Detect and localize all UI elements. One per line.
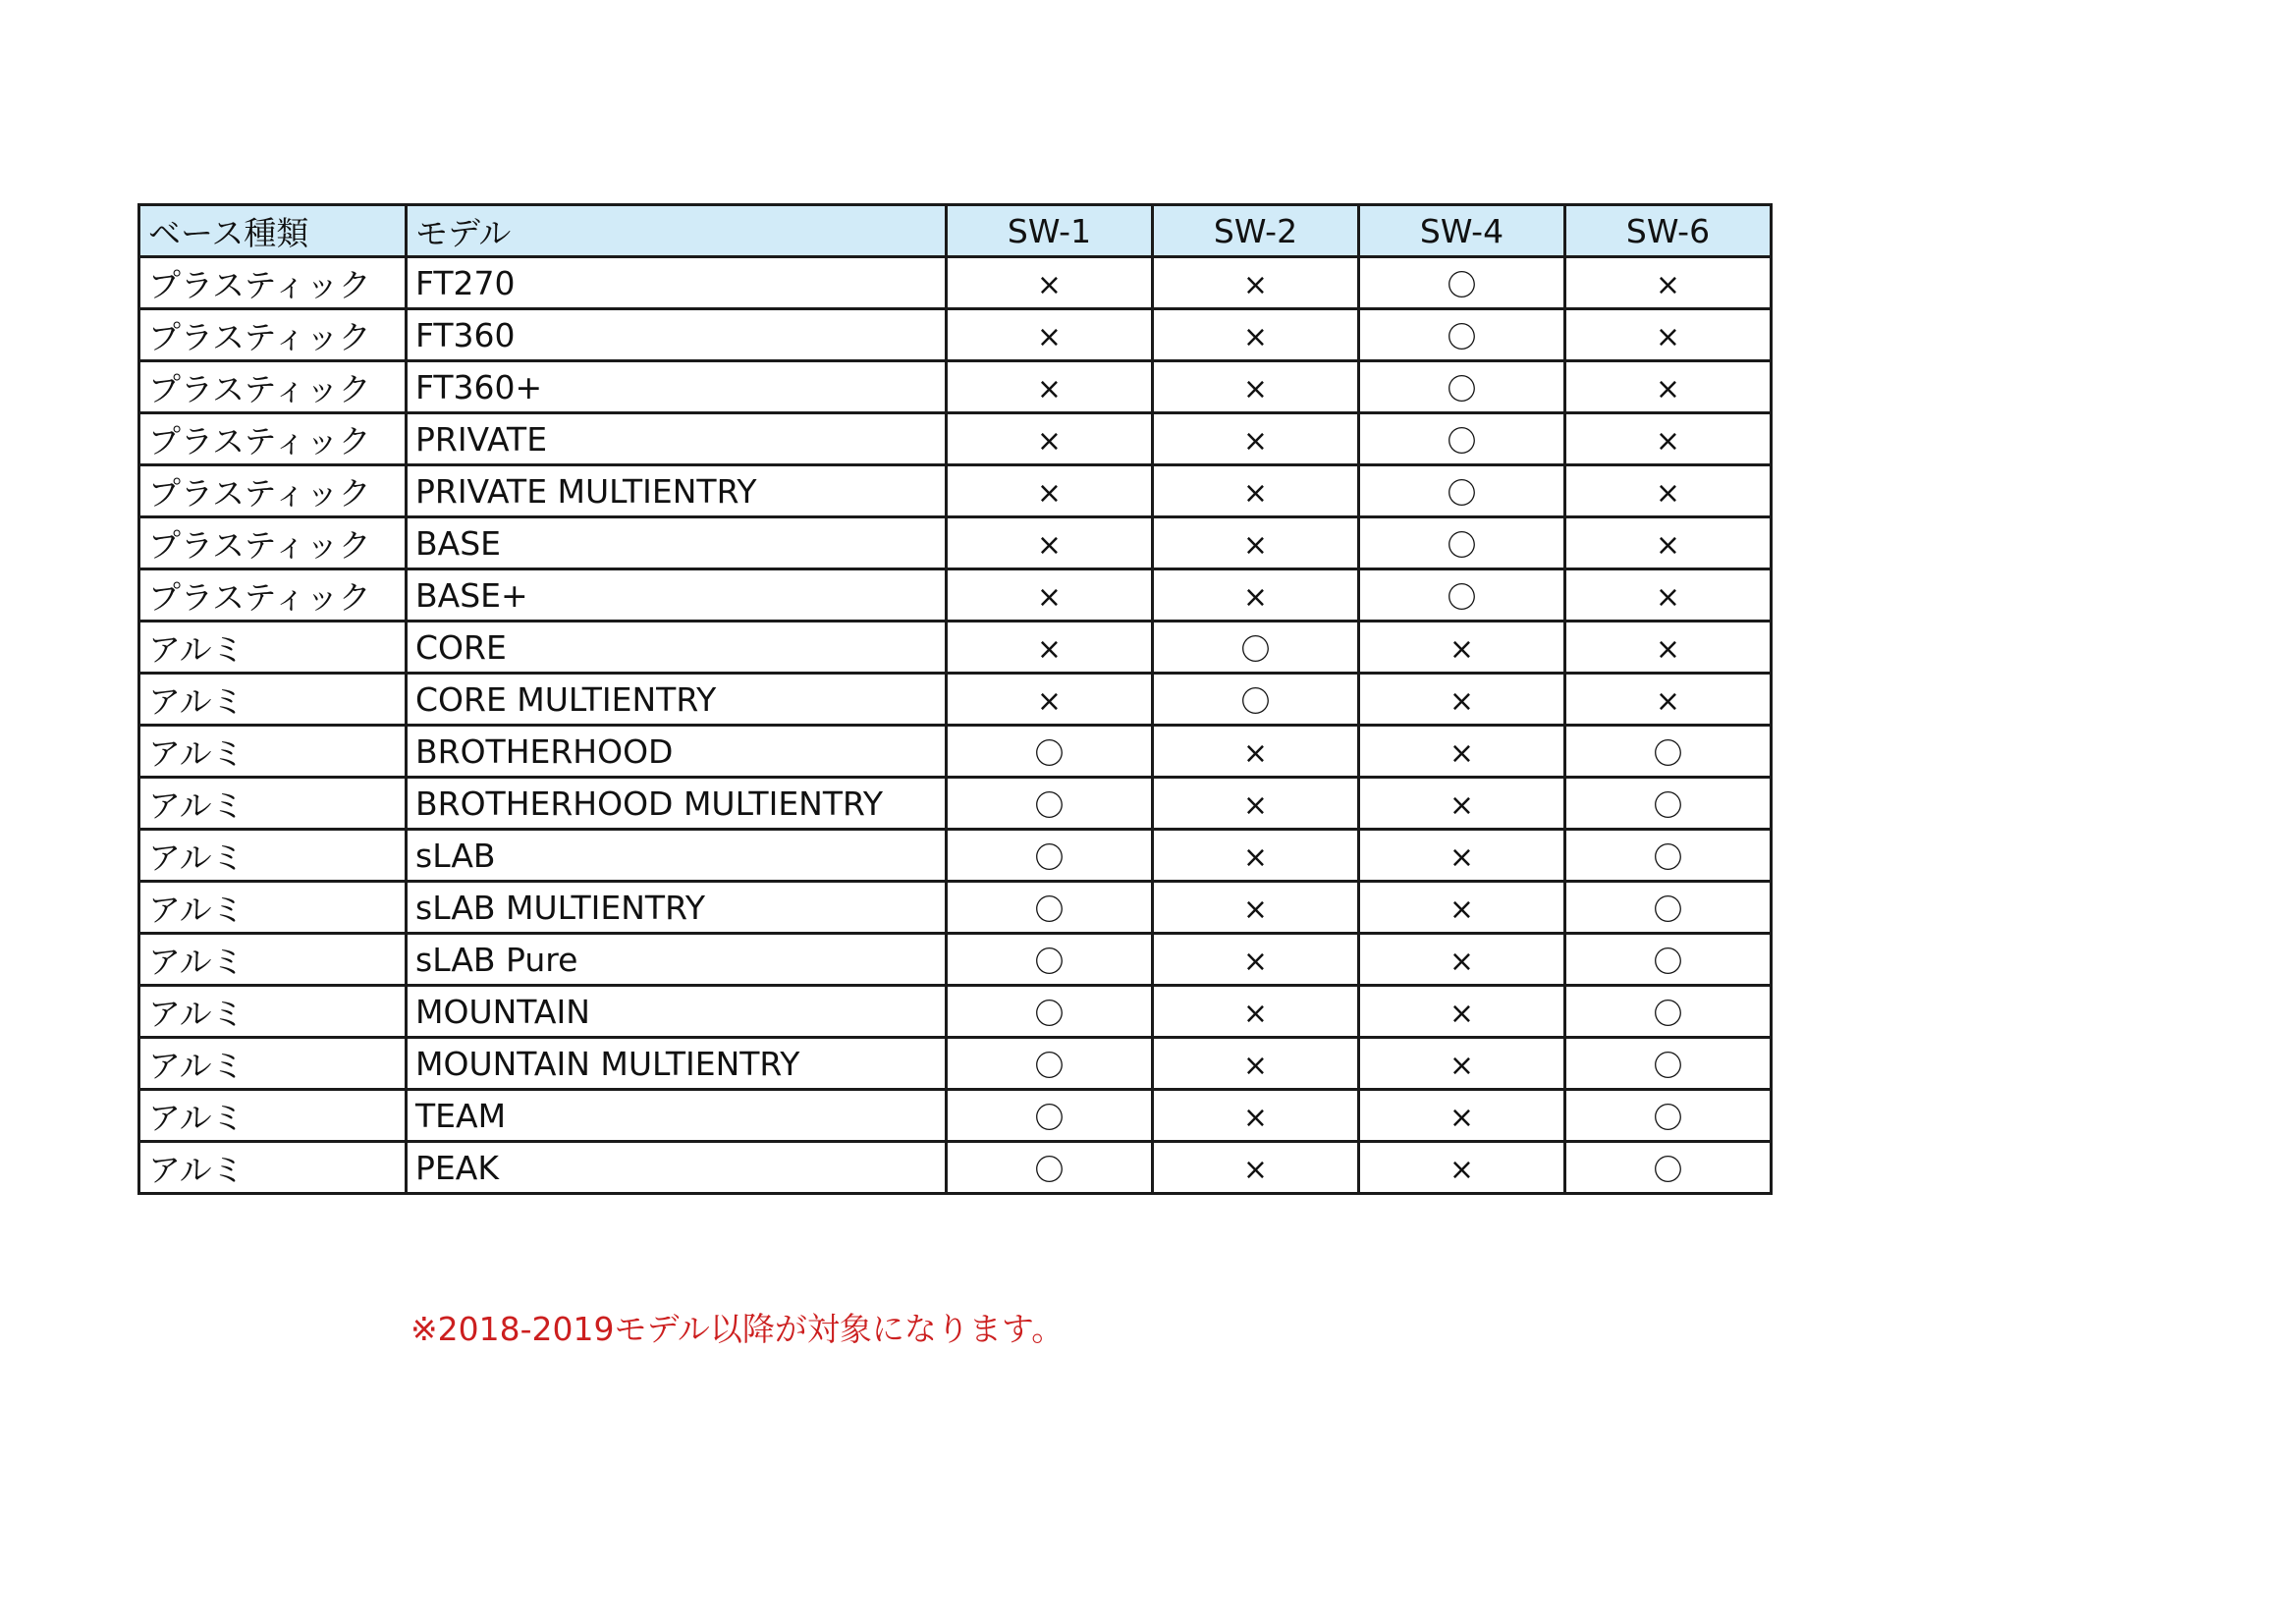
incompatible-mark: × — [1449, 631, 1475, 667]
table-row — [139, 882, 1772, 934]
cell-base-type: プラスティック — [139, 413, 407, 465]
compatible-mark: 〇 — [1653, 946, 1683, 980]
compatible-mark: 〇 — [1034, 737, 1065, 772]
cell-sw-6 — [1565, 622, 1772, 674]
cell-sw-1 — [947, 986, 1153, 1038]
table-row — [139, 1090, 1772, 1142]
cell-model: CORE MULTIENTRY — [407, 674, 947, 726]
cell-sw-2 — [1153, 569, 1359, 622]
cell-sw-1 — [947, 465, 1153, 517]
cell-sw-2 — [1153, 986, 1359, 1038]
cell-sw-6 — [1565, 1142, 1772, 1194]
cell-sw-1 — [947, 309, 1153, 361]
cell-model: MOUNTAIN — [407, 986, 947, 1038]
compatible-mark: 〇 — [1447, 269, 1477, 303]
compatible-mark: 〇 — [1034, 841, 1065, 876]
compatible-mark: 〇 — [1034, 998, 1065, 1032]
incompatible-mark: × — [1242, 475, 1269, 511]
cell-base-type: アルミ — [139, 934, 407, 986]
footnote: ※2018-2019モデル以降が対象になります。 — [410, 1310, 1065, 1348]
cell-model: BASE+ — [407, 569, 947, 622]
cell-sw-1 — [947, 934, 1153, 986]
incompatible-mark: × — [1449, 944, 1475, 979]
cell-sw-4 — [1359, 1090, 1565, 1142]
incompatible-mark: × — [1242, 319, 1269, 354]
compatible-mark: 〇 — [1653, 998, 1683, 1032]
cell-model: TEAM — [407, 1090, 947, 1142]
cell-sw-2 — [1153, 830, 1359, 882]
cell-sw-6 — [1565, 986, 1772, 1038]
table-row — [139, 778, 1772, 830]
incompatible-mark: × — [1242, 944, 1269, 979]
cell-base-type: アルミ — [139, 1038, 407, 1090]
incompatible-mark: × — [1449, 839, 1475, 875]
cell-sw-4 — [1359, 257, 1565, 309]
compatible-mark: 〇 — [1447, 373, 1477, 407]
cell-base-type: アルミ — [139, 622, 407, 674]
table-row — [139, 934, 1772, 986]
header-sw-1: SW-1 — [947, 205, 1153, 257]
incompatible-mark: × — [1449, 1152, 1475, 1187]
cell-sw-6 — [1565, 1038, 1772, 1090]
cell-base-type: プラスティック — [139, 361, 407, 413]
table-row — [139, 361, 1772, 413]
cell-model: FT360+ — [407, 361, 947, 413]
cell-sw-6 — [1565, 257, 1772, 309]
table-row — [139, 257, 1772, 309]
table-row — [139, 1142, 1772, 1194]
cell-sw-2 — [1153, 726, 1359, 778]
cell-sw-4 — [1359, 309, 1565, 361]
cell-sw-6 — [1565, 361, 1772, 413]
cell-sw-2 — [1153, 413, 1359, 465]
table-row — [139, 1038, 1772, 1090]
cell-sw-2 — [1153, 934, 1359, 986]
cell-sw-4 — [1359, 1142, 1565, 1194]
table-body — [139, 257, 1772, 1194]
cell-sw-4 — [1359, 1038, 1565, 1090]
cell-base-type: プラスティック — [139, 517, 407, 569]
header-sw-4: SW-4 — [1359, 205, 1565, 257]
cell-base-type: プラスティック — [139, 569, 407, 622]
cell-sw-6 — [1565, 934, 1772, 986]
cell-model: PRIVATE — [407, 413, 947, 465]
cell-sw-4 — [1359, 778, 1565, 830]
incompatible-mark: × — [1036, 475, 1063, 511]
header-sw-6: SW-6 — [1565, 205, 1772, 257]
incompatible-mark: × — [1242, 527, 1269, 563]
cell-model: MOUNTAIN MULTIENTRY — [407, 1038, 947, 1090]
cell-base-type: アルミ — [139, 830, 407, 882]
incompatible-mark: × — [1449, 735, 1475, 771]
compatible-mark: 〇 — [1240, 685, 1271, 720]
cell-sw-1 — [947, 830, 1153, 882]
cell-sw-1 — [947, 778, 1153, 830]
table-row — [139, 830, 1772, 882]
table-row — [139, 674, 1772, 726]
incompatible-mark: × — [1036, 319, 1063, 354]
cell-sw-1 — [947, 257, 1153, 309]
cell-model: PRIVATE MULTIENTRY — [407, 465, 947, 517]
cell-sw-4 — [1359, 882, 1565, 934]
cell-sw-1 — [947, 1090, 1153, 1142]
compatible-mark: 〇 — [1240, 633, 1271, 668]
cell-sw-4 — [1359, 622, 1565, 674]
incompatible-mark: × — [1655, 579, 1681, 615]
table-row — [139, 726, 1772, 778]
compatible-mark: 〇 — [1653, 789, 1683, 824]
cell-model: CORE — [407, 622, 947, 674]
cell-sw-6 — [1565, 465, 1772, 517]
cell-sw-6 — [1565, 882, 1772, 934]
cell-model: FT270 — [407, 257, 947, 309]
incompatible-mark: × — [1655, 475, 1681, 511]
compatible-mark: 〇 — [1447, 529, 1477, 564]
cell-base-type: アルミ — [139, 778, 407, 830]
incompatible-mark: × — [1449, 1100, 1475, 1135]
cell-sw-6 — [1565, 1090, 1772, 1142]
incompatible-mark: × — [1655, 319, 1681, 354]
table-header — [139, 205, 1772, 257]
compatible-mark: 〇 — [1447, 425, 1477, 460]
cell-base-type: アルミ — [139, 674, 407, 726]
incompatible-mark: × — [1242, 267, 1269, 302]
cell-sw-2 — [1153, 778, 1359, 830]
cell-model: sLAB — [407, 830, 947, 882]
incompatible-mark: × — [1449, 892, 1475, 927]
compatible-mark: 〇 — [1447, 581, 1477, 616]
cell-sw-6 — [1565, 778, 1772, 830]
cell-sw-1 — [947, 1142, 1153, 1194]
table-row — [139, 986, 1772, 1038]
incompatible-mark: × — [1655, 631, 1681, 667]
cell-sw-2 — [1153, 257, 1359, 309]
cell-sw-1 — [947, 674, 1153, 726]
cell-sw-2 — [1153, 517, 1359, 569]
compatible-mark: 〇 — [1447, 477, 1477, 512]
incompatible-mark: × — [1242, 892, 1269, 927]
cell-sw-4 — [1359, 986, 1565, 1038]
cell-model: sLAB Pure — [407, 934, 947, 986]
incompatible-mark: × — [1242, 1100, 1269, 1135]
incompatible-mark: × — [1655, 267, 1681, 302]
incompatible-mark: × — [1242, 996, 1269, 1031]
cell-sw-4 — [1359, 413, 1565, 465]
cell-sw-2 — [1153, 465, 1359, 517]
cell-sw-6 — [1565, 413, 1772, 465]
compatible-mark: 〇 — [1034, 1050, 1065, 1084]
cell-base-type: アルミ — [139, 986, 407, 1038]
table-row — [139, 622, 1772, 674]
compatible-mark: 〇 — [1447, 321, 1477, 355]
table-row — [139, 517, 1772, 569]
incompatible-mark: × — [1449, 787, 1475, 823]
incompatible-mark: × — [1242, 735, 1269, 771]
cell-sw-6 — [1565, 726, 1772, 778]
cell-base-type: アルミ — [139, 726, 407, 778]
cell-sw-2 — [1153, 309, 1359, 361]
incompatible-mark: × — [1036, 631, 1063, 667]
incompatible-mark: × — [1242, 1048, 1269, 1083]
cell-sw-2 — [1153, 674, 1359, 726]
cell-model: BROTHERHOOD MULTIENTRY — [407, 778, 947, 830]
cell-sw-6 — [1565, 830, 1772, 882]
incompatible-mark: × — [1242, 787, 1269, 823]
cell-sw-2 — [1153, 361, 1359, 413]
cell-sw-4 — [1359, 569, 1565, 622]
compatible-mark: 〇 — [1653, 737, 1683, 772]
cell-sw-1 — [947, 882, 1153, 934]
cell-sw-1 — [947, 517, 1153, 569]
compatible-mark: 〇 — [1653, 893, 1683, 928]
cell-model: FT360 — [407, 309, 947, 361]
compatible-mark: 〇 — [1034, 946, 1065, 980]
compatible-mark: 〇 — [1034, 789, 1065, 824]
cell-sw-6 — [1565, 309, 1772, 361]
table-row — [139, 413, 1772, 465]
table-row — [139, 309, 1772, 361]
cell-sw-4 — [1359, 465, 1565, 517]
incompatible-mark: × — [1036, 527, 1063, 563]
cell-base-type: アルミ — [139, 882, 407, 934]
table-row — [139, 569, 1772, 622]
incompatible-mark: × — [1655, 371, 1681, 406]
compatibility-table — [137, 203, 1773, 1195]
incompatible-mark: × — [1655, 527, 1681, 563]
header-row — [139, 205, 1772, 257]
compatible-mark: 〇 — [1034, 1154, 1065, 1188]
cell-sw-1 — [947, 569, 1153, 622]
cell-sw-4 — [1359, 934, 1565, 986]
cell-sw-2 — [1153, 1142, 1359, 1194]
compatible-mark: 〇 — [1034, 1102, 1065, 1136]
incompatible-mark: × — [1036, 683, 1063, 719]
cell-sw-4 — [1359, 517, 1565, 569]
cell-base-type: プラスティック — [139, 465, 407, 517]
cell-sw-2 — [1153, 622, 1359, 674]
cell-sw-4 — [1359, 830, 1565, 882]
cell-sw-2 — [1153, 1090, 1359, 1142]
cell-sw-6 — [1565, 569, 1772, 622]
cell-base-type: アルミ — [139, 1090, 407, 1142]
cell-sw-4 — [1359, 361, 1565, 413]
cell-base-type: プラスティック — [139, 309, 407, 361]
cell-model: BROTHERHOOD — [407, 726, 947, 778]
incompatible-mark: × — [1655, 423, 1681, 459]
incompatible-mark: × — [1036, 371, 1063, 406]
cell-sw-1 — [947, 726, 1153, 778]
header-sw-2: SW-2 — [1153, 205, 1359, 257]
incompatible-mark: × — [1036, 423, 1063, 459]
compatible-mark: 〇 — [1653, 1102, 1683, 1136]
cell-sw-4 — [1359, 726, 1565, 778]
cell-base-type: プラスティック — [139, 257, 407, 309]
cell-model: BASE — [407, 517, 947, 569]
compatible-mark: 〇 — [1653, 1154, 1683, 1188]
incompatible-mark: × — [1242, 423, 1269, 459]
incompatible-mark: × — [1449, 1048, 1475, 1083]
cell-base-type: アルミ — [139, 1142, 407, 1194]
cell-sw-1 — [947, 413, 1153, 465]
cell-sw-4 — [1359, 674, 1565, 726]
incompatible-mark: × — [1242, 1152, 1269, 1187]
incompatible-mark: × — [1655, 683, 1681, 719]
incompatible-mark: × — [1242, 839, 1269, 875]
cell-sw-6 — [1565, 517, 1772, 569]
compatible-mark: 〇 — [1034, 893, 1065, 928]
cell-sw-2 — [1153, 1038, 1359, 1090]
cell-sw-1 — [947, 361, 1153, 413]
cell-model: PEAK — [407, 1142, 947, 1194]
cell-model: sLAB MULTIENTRY — [407, 882, 947, 934]
incompatible-mark: × — [1449, 996, 1475, 1031]
cell-sw-1 — [947, 622, 1153, 674]
header-base-type: ベース種類 — [139, 205, 407, 257]
compatible-mark: 〇 — [1653, 841, 1683, 876]
incompatible-mark: × — [1242, 371, 1269, 406]
incompatible-mark: × — [1036, 579, 1063, 615]
incompatible-mark: × — [1449, 683, 1475, 719]
cell-sw-2 — [1153, 882, 1359, 934]
cell-sw-1 — [947, 1038, 1153, 1090]
header-model: モデル — [407, 205, 947, 257]
table-row — [139, 465, 1772, 517]
incompatible-mark: × — [1242, 579, 1269, 615]
incompatible-mark: × — [1036, 267, 1063, 302]
cell-sw-6 — [1565, 674, 1772, 726]
compatible-mark: 〇 — [1653, 1050, 1683, 1084]
